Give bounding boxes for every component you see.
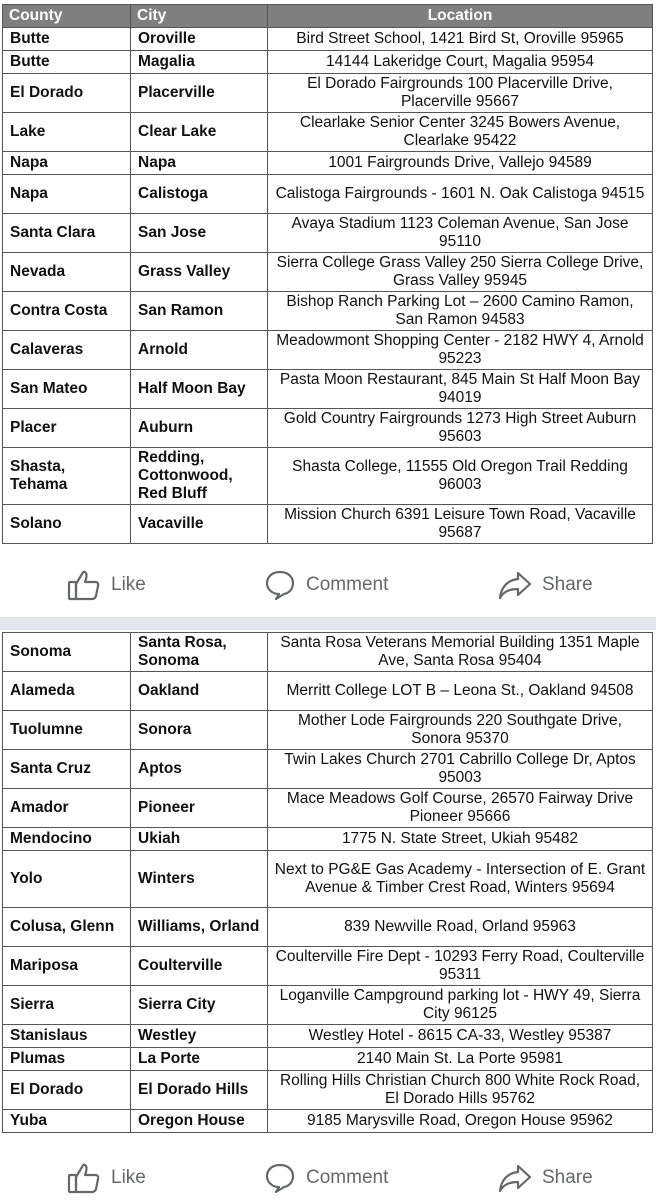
- cell-city: San Ramon: [131, 292, 268, 331]
- comment-label: Comment: [306, 574, 389, 595]
- cell-location: Santa Rosa Veterans Memorial Building 1351 Maple Ave, Santa Rosa 95404: [268, 633, 653, 672]
- post-divider: [0, 617, 656, 630]
- cell-county: Napa: [3, 175, 131, 214]
- cell-county: Yolo: [3, 851, 131, 908]
- share-label: Share: [542, 574, 593, 595]
- cell-county: Santa Clara: [3, 214, 131, 253]
- cell-location: Clearlake Senior Center 3245 Bowers Avenue, Clearlake 95422: [268, 113, 653, 152]
- cell-location: Mission Church 6391 Leisure Town Road, Vacaville 95687: [268, 505, 653, 544]
- cell-county: Solano: [3, 505, 131, 544]
- cell-city: Vacaville: [131, 505, 268, 544]
- share-button[interactable]: [498, 569, 593, 601]
- cell-location: Twin Lakes Church 2701 Cabrillo College Dr, Aptos 95003: [268, 750, 653, 789]
- cell-county: Santa Cruz: [3, 750, 131, 789]
- cell-county: Plumas: [3, 1048, 131, 1071]
- like-button[interactable]: [67, 1162, 146, 1194]
- cell-city: Clear Lake: [131, 113, 268, 152]
- thumbs-up-icon: [67, 1162, 101, 1194]
- cell-location: Bird Street School, 1421 Bird St, Oroville 95965: [268, 28, 653, 51]
- cell-county: El Dorado: [3, 1071, 131, 1110]
- comment-bubble-icon: [264, 1162, 296, 1194]
- cell-county: Shasta, Tehama: [3, 448, 131, 505]
- thumbs-up-icon: [67, 569, 101, 601]
- cell-location: Mace Meadows Golf Course, 26570 Fairway Drive Pioneer 95666: [268, 789, 653, 828]
- table-row: [3, 851, 653, 908]
- cell-location: Bishop Ranch Parking Lot – 2600 Camino Ramon, San Ramon 94583: [268, 292, 653, 331]
- like-label: Like: [111, 574, 146, 595]
- cell-county: Stanislaus: [3, 1025, 131, 1048]
- cell-location: Shasta College, 11555 Old Oregon Trail Redding 96003: [268, 448, 653, 505]
- table-row: [3, 672, 653, 711]
- table-row: [3, 74, 653, 113]
- share-label: Share: [542, 1167, 593, 1188]
- shelter-table-bottom: [2, 632, 653, 1133]
- table-row: [3, 711, 653, 750]
- share-arrow-icon: [498, 1162, 532, 1194]
- table-row: [3, 214, 653, 253]
- cell-county: Placer: [3, 409, 131, 448]
- cell-location: 1775 N. State Street, Ukiah 95482: [268, 828, 653, 851]
- cell-location: Rolling Hills Christian Church 800 White Rock Road, El Dorado Hills 95762: [268, 1071, 653, 1110]
- cell-county: Sonoma: [3, 633, 131, 672]
- cell-location: Sierra College Grass Valley 250 Sierra College Drive, Grass Valley 95945: [268, 253, 653, 292]
- cell-city: Winters: [131, 851, 268, 908]
- cell-location: Next to PG&E Gas Academy - Intersection of E. Grant Avenue & Timber Crest Road, Winters 95694: [268, 851, 653, 908]
- cell-city: Coulterville: [131, 947, 268, 986]
- comment-button[interactable]: [264, 1162, 388, 1194]
- cell-location: 9185 Marysville Road, Oregon House 95962: [268, 1110, 653, 1133]
- shelter-table-top: [2, 4, 653, 544]
- cell-county: Yuba: [3, 1110, 131, 1133]
- cell-county: Napa: [3, 152, 131, 175]
- cell-location: Loganville Campground parking lot - HWY 49, Sierra City 96125: [268, 986, 653, 1025]
- cell-location: 839 Newville Road, Orland 95963: [268, 908, 653, 947]
- table-row: [3, 1025, 653, 1048]
- table-row: [3, 152, 653, 175]
- like-button[interactable]: [67, 569, 146, 601]
- table-row: [3, 505, 653, 544]
- cell-city: El Dorado Hills: [131, 1071, 268, 1110]
- share-arrow-icon: [498, 569, 532, 601]
- cell-location: 2140 Main St. La Porte 95981: [268, 1048, 653, 1071]
- cell-location: Mother Lode Fairgrounds 220 Southgate Drive, Sonora 95370: [268, 711, 653, 750]
- cell-county: Mariposa: [3, 947, 131, 986]
- cell-county: Calaveras: [3, 331, 131, 370]
- cell-county: Mendocino: [3, 828, 131, 851]
- cell-city: Magalia: [131, 51, 268, 74]
- cell-location: Meadowmont Shopping Center - 2182 HWY 4, Arnold 95223: [268, 331, 653, 370]
- table-row: [3, 1110, 653, 1133]
- table-header-row: [3, 5, 653, 28]
- table-row: [3, 789, 653, 828]
- cell-city: Santa Rosa, Sonoma: [131, 633, 268, 672]
- cell-city: Sierra City: [131, 986, 268, 1025]
- comment-bubble-icon: [264, 569, 296, 601]
- cell-city: Aptos: [131, 750, 268, 789]
- cell-county: Alameda: [3, 672, 131, 711]
- table-row: [3, 1071, 653, 1110]
- cell-location: Coulterville Fire Dept - 10293 Ferry Road, Coulterville 95311: [268, 947, 653, 986]
- cell-county: Nevada: [3, 253, 131, 292]
- post-actions-bar: [0, 1153, 656, 1200]
- cell-county: San Mateo: [3, 370, 131, 409]
- table-row: [3, 947, 653, 986]
- cell-city: Arnold: [131, 331, 268, 370]
- cell-city: Pioneer: [131, 789, 268, 828]
- cell-location: Calistoga Fairgrounds - 1601 N. Oak Calistoga 94515: [268, 175, 653, 214]
- cell-county: Contra Costa: [3, 292, 131, 331]
- cell-county: Amador: [3, 789, 131, 828]
- cell-county: Tuolumne: [3, 711, 131, 750]
- cell-city: Redding, Cottonwood, Red Bluff: [131, 448, 268, 505]
- cell-location: Avaya Stadium 1123 Coleman Avenue, San Jose 95110: [268, 214, 653, 253]
- header-city: City: [131, 5, 268, 28]
- table-row: [3, 448, 653, 505]
- comment-label: Comment: [306, 1167, 389, 1188]
- cell-city: Placerville: [131, 74, 268, 113]
- cell-city: Ukiah: [131, 828, 268, 851]
- cell-city: Auburn: [131, 409, 268, 448]
- cell-county: Butte: [3, 51, 131, 74]
- comment-button[interactable]: [264, 569, 388, 601]
- table-row: [3, 633, 653, 672]
- cell-city: Westley: [131, 1025, 268, 1048]
- cell-location: Pasta Moon Restaurant, 845 Main St Half Moon Bay 94019: [268, 370, 653, 409]
- cell-location: El Dorado Fairgrounds 100 Placerville Drive, Placerville 95667: [268, 74, 653, 113]
- table-row: [3, 828, 653, 851]
- cell-city: Oakland: [131, 672, 268, 711]
- table-row: [3, 409, 653, 448]
- cell-city: Oregon House: [131, 1110, 268, 1133]
- table-row: [3, 175, 653, 214]
- post-actions-bar: [0, 560, 656, 610]
- cell-location: Gold Country Fairgrounds 1273 High Street Auburn 95603: [268, 409, 653, 448]
- cell-location: 14144 Lakeridge Court, Magalia 95954: [268, 51, 653, 74]
- cell-city: La Porte: [131, 1048, 268, 1071]
- table-row: [3, 986, 653, 1025]
- table-row: [3, 51, 653, 74]
- cell-city: Calistoga: [131, 175, 268, 214]
- cell-location: 1001 Fairgrounds Drive, Vallejo 94589: [268, 152, 653, 175]
- cell-county: Colusa, Glenn: [3, 908, 131, 947]
- share-button[interactable]: [498, 1162, 593, 1194]
- table-row: [3, 28, 653, 51]
- cell-county: Butte: [3, 28, 131, 51]
- cell-city: Oroville: [131, 28, 268, 51]
- table-row: [3, 750, 653, 789]
- table-row: [3, 331, 653, 370]
- cell-city: Sonora: [131, 711, 268, 750]
- cell-city: Napa: [131, 152, 268, 175]
- table-row: [3, 253, 653, 292]
- table-row: [3, 370, 653, 409]
- cell-city: Williams, Orland: [131, 908, 268, 947]
- cell-location: Merritt College LOT B – Leona St., Oakland 94508: [268, 672, 653, 711]
- cell-county: Sierra: [3, 986, 131, 1025]
- like-label: Like: [111, 1167, 146, 1188]
- cell-location: Westley Hotel - 8615 CA-33, Westley 95387: [268, 1025, 653, 1048]
- cell-county: El Dorado: [3, 74, 131, 113]
- header-county: County: [3, 5, 131, 28]
- table-row: [3, 292, 653, 331]
- table-row: [3, 113, 653, 152]
- cell-city: San Jose: [131, 214, 268, 253]
- cell-city: Half Moon Bay: [131, 370, 268, 409]
- cell-county: Lake: [3, 113, 131, 152]
- table-row: [3, 908, 653, 947]
- table-row: [3, 1048, 653, 1071]
- header-location: Location: [268, 5, 653, 28]
- cell-city: Grass Valley: [131, 253, 268, 292]
